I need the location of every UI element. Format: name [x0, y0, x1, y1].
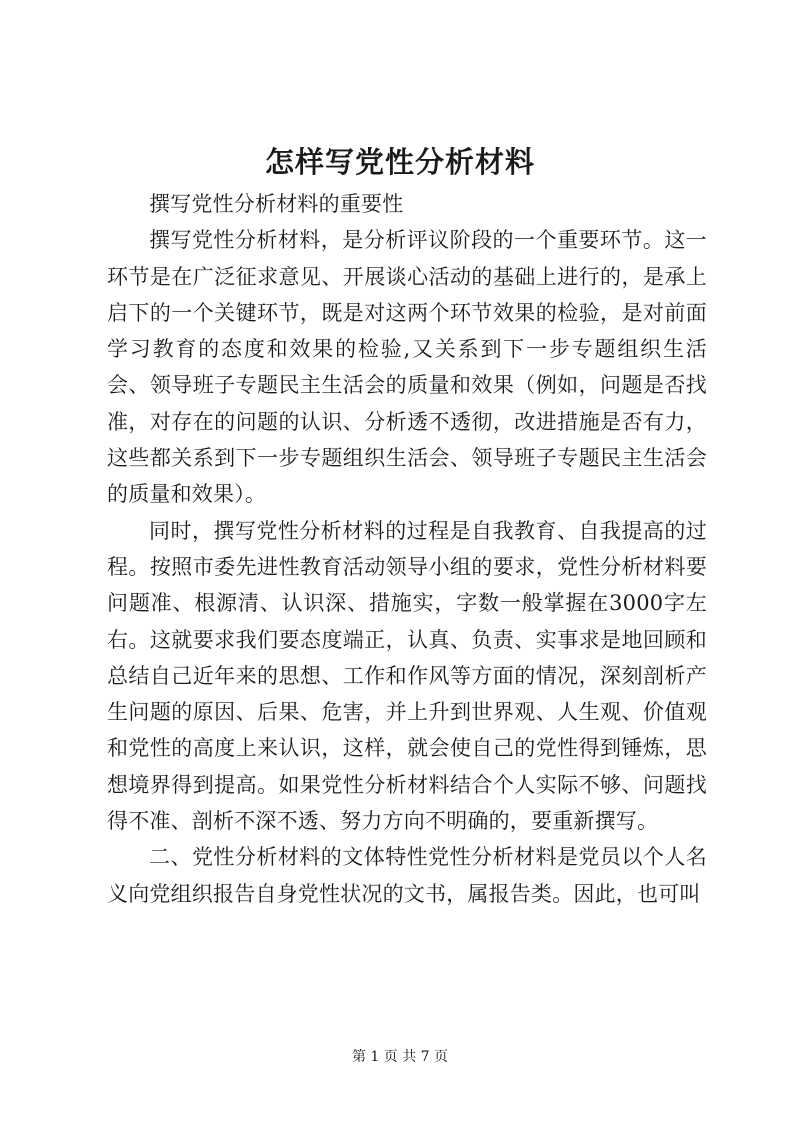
- paragraph-heading-importance: 撰写党性分析材料的重要性: [149, 192, 404, 216]
- page-number-footer: 第 1 页 共 7 页: [351, 1049, 449, 1065]
- document-title: 怎样写党性分析材料: [264, 145, 535, 179]
- document-body: [107, 186, 707, 912]
- paragraph-1: 撰写党性分析材料，是分析评议阶段的一个重要环节。这一环节是在广泛征求意见、开展谈心活动的基础上进行的，是承上启下的一个关键环节，既是对这两个环节效果的检验，是对前面学习教育的态度和效果的检验,又关系到下一步专题组织生活会、领导班子专题民主生活会的质量和效果（例如，问题是否找准，对存在的问题的认识、分析透不透彻，改进措施是否有力，这些都关系到下一步专题组织生活会、领导班子专题民主生活会的质量和效果）。: [107, 228, 707, 507]
- paragraph-3: 二、党性分析材料的文体特性党性分析材料是党员以个人名义向党组织报告自身党性状况的文书，属报告类。因此，也可叫: [107, 845, 707, 906]
- paragraph-2: 同时，撰写党性分析材料的过程是自我教育、自我提高的过程。按照市委先进性教育活动领导小组的要求，党性分析材料要问题准、根源清、认识深、措施实，字数一般掌握在3000字左右。这就要求我们要态度端正，认真、负责、实事求是地回顾和总结自己近年来的思想、工作和作风等方面的情况，深刻剖析产生问题的原因、后果、危害，并上升到世界观、人生观、价值观和党性的高度上来认识，这样，就会使自己的党性得到锤炼，思想境界得到提高。如果党性分析材料结合个人实际不够、问题找得不准、剖析不深不透、努力方向不明确的，要重新撰写。: [107, 518, 707, 834]
